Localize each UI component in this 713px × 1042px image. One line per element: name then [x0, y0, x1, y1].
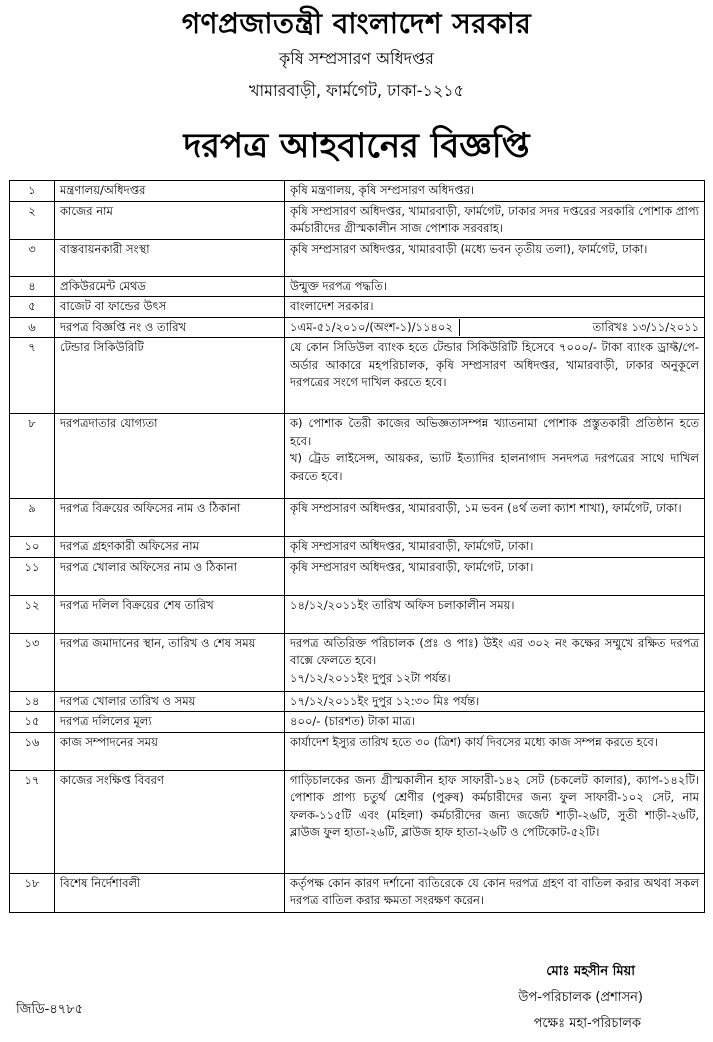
row-value: বাংলাদেশ সরকার।: [285, 297, 705, 318]
row-number: ১৮: [10, 873, 55, 912]
row-number: ৫: [10, 297, 55, 318]
row-number: ১৩: [10, 633, 55, 691]
table-row: [10, 499, 705, 537]
row-number: ৪: [10, 276, 55, 297]
table-row: [10, 732, 705, 770]
row-label: বাজেট বা ফান্ডের উৎস: [55, 297, 285, 318]
row-value: কর্তৃপক্ষ কোন কারণ দর্শানো ব্যতিরেকে যে কোন দরপত্র গ্রহণ বা বাতিল করার অথবা সকল দরপত্র বাতিল করার ক্ষমতা সংরক্ষণ করেন।: [285, 873, 705, 912]
row-number: ৯: [10, 499, 55, 537]
submission-place: দরপত্র অতিরিক্ত পরিচালক (প্রঃ ও পাঃ) উইং এর ৩০২ নং কক্ষের সম্মুখে রক্ষিত দরপত্র বাক্সে ফেলতে হবে।: [290, 635, 699, 667]
row-label: মন্ত্রণালয়/অধিদপ্তর: [55, 181, 285, 202]
row-number: ১০: [10, 537, 55, 558]
row-label: প্রকিউরমেন্ট মেথড: [55, 276, 285, 297]
row-label: বিশেষ নির্দেশাবলী: [55, 873, 285, 912]
notice-number: ১এম-৫১/২০১০/(অংশ-১)/১১৪০২: [290, 319, 460, 337]
table-row: [10, 595, 705, 633]
row-value: [285, 317, 705, 338]
row-number: ৩: [10, 239, 55, 276]
table-row: [10, 633, 705, 691]
reference-code: জিডি-৪৭৮৫: [16, 1002, 84, 1017]
row-label: কাজের সংক্ষিপ্ত বিবরণ: [55, 770, 285, 873]
table-row: [10, 691, 705, 712]
row-label: কাজ সম্পাদনের সময়: [55, 732, 285, 770]
row-value: কৃষি সম্প্রসারণ অধিদপ্তর, খামারবাড়ী (মধ্যে ভবন তৃতীয় তলা), ফার্মগেট, ঢাকা।: [285, 239, 705, 276]
row-number: ১৭: [10, 770, 55, 873]
row-label: দরপত্র বিজ্ঞপ্তি নং ও তারিখ: [55, 317, 285, 338]
row-number: ১৪: [10, 691, 55, 712]
table-row: [10, 557, 705, 595]
row-value: কৃষি সম্প্রসারণ অধিদপ্তর, খামারবাড়ী, ফার্মগেট, ঢাকা।: [285, 557, 705, 595]
row-label: দরপত্র গ্রহণকারী অফিসের নাম: [55, 537, 285, 558]
row-label: দরপত্রদাতার যোগ্যতা: [55, 414, 285, 499]
table-row: [10, 338, 705, 414]
tender-details-table: [9, 180, 705, 913]
row-label: দরপত্র খোলার তারিখ ও সময়: [55, 691, 285, 712]
table-row: [10, 873, 705, 912]
table-row: [10, 276, 705, 297]
row-label: দরপত্র দলিল বিক্রয়ের শেষ তারিখ: [55, 595, 285, 633]
table-row: [10, 239, 705, 276]
row-value: ৪০০/- (চারশত) টাকা মাত্র।: [285, 712, 705, 733]
row-label: টেন্ডার সিকিউরিটি: [55, 338, 285, 414]
row-number: ৮: [10, 414, 55, 499]
row-label: দরপত্র বিক্রয়ের অফিসের নাম ও ঠিকানা: [55, 499, 285, 537]
row-number: ৭: [10, 338, 55, 414]
department-name: কৃষি সম্প্রসারণ অধিদপ্তর: [279, 49, 434, 68]
row-label: বাস্তবায়নকারী সংস্থা: [55, 239, 285, 276]
row-number: ১: [10, 181, 55, 202]
row-label: দরপত্র জমাদানের স্থান, তারিখ ও শেষ সময়: [55, 633, 285, 691]
row-value: উন্মুক্ত দরপত্র পদ্ধতি।: [285, 276, 705, 297]
row-value: কৃষি সম্প্রসারণ অধিদপ্তর, খামারবাড়ী, ফার্মগেট, ঢাকার সদর দপ্তরের সরকারি পোশাক প্রাপ্য কর্মচারীদের গ্রীস্মকালীন সাজ পোশাক সরবরাহ।: [285, 201, 705, 239]
row-value: যে কোন সিডিউল ব্যাংক হতে টেন্ডার সিকিউরিটি হিসেবে ৭০০০/- টাকা ব্যাংক ড্রাফ্ট/পে-অর্ডার আকারে মহপরিচালক, কৃষি সম্প্রসারণ অধিদপ্তর, খামারবাড়ী, ঢাকার অনুকূলে দরপত্রের সংগে দাখিল করতে হবে।: [285, 338, 705, 414]
row-number: ২: [10, 201, 55, 239]
table-row: [10, 770, 705, 873]
row-label: কাজের নাম: [55, 201, 285, 239]
qualification-b: খ) ট্রেড লাইসেন্স, আয়কর, ভ্যাট ইত্যাদির হালনাগাদ সনদপত্র দরপত্রের সাথে দাখিল করতে হবে।: [290, 451, 699, 483]
row-value: কৃষি মন্ত্রণালয়, কৃষি সম্প্রসারণ অধিদপ্তর।: [285, 181, 705, 202]
row-value: কৃষি সম্প্রসারণ অধিদপ্তর, খামারবাড়ী, ১ম ভবন (৪র্থ তলা ক্যাশ শাখা), ফার্মগেট, ঢাকা।: [285, 499, 705, 537]
table-row: [10, 414, 705, 499]
table-row: [10, 712, 705, 733]
row-value: [285, 414, 705, 499]
row-label: দরপত্র দলিলের মূল্য: [55, 712, 285, 733]
table-row: [10, 317, 705, 338]
row-number: ১২: [10, 595, 55, 633]
row-value: গাড়িচালকের জন্য গ্রীস্মকালীন হাফ সাফারী-১৪২ সেট (চকলেট কালার), ক্যাপ-১৪২টি। পোশাক প্রাপ্য চতুর্থ শ্রেণীর (পুরুষ) কর্মচারীদের জন্য ফুল সাফারী-১০২ সেট, নাম ফলক-১১৫টি এবং (মহিলা) কর্মচারীদের জন্য জর্জেট শাড়ী-২৬টি, সুতী শাড়ী-২৬টি, ব্লাউজ ফুল হাতা-২৬টি, ব্লাউজ হাফ হাতা-২৬টি ও পেটিকোট-৫২টি।: [285, 770, 705, 873]
qualification-a: ক) পোশাক তৈরী কাজের অভিজ্ঞতাসম্পন্ন খ্যাতনামা পোশাক প্রস্তুতকারী প্রতিষ্ঠান হতে হবে।: [290, 416, 699, 448]
signatory-name: মোঃ মহসীন মিয়া: [546, 964, 635, 979]
row-value: কৃষি সম্প্রসারণ অধিদপ্তর, খামারবাড়ী, ফার্মগেট, ঢাকা।: [285, 537, 705, 558]
row-number: ৬: [10, 317, 55, 338]
row-value: [285, 633, 705, 691]
signatory-designation: উপ-পরিচালক (প্রশাসন): [518, 990, 643, 1005]
table-row: [10, 537, 705, 558]
department-address: খামারবাড়ী, ফার্মগেট, ঢাকা-১২১৫: [248, 81, 465, 100]
row-value: কার্যাদেশ ইস্যুর তারিখ হতে ৩০ (ত্রিশ) কার্য দিবসের মধ্যে কাজ সম্পন্ন করতে হবে।: [285, 732, 705, 770]
table-row: [10, 181, 705, 202]
row-label: দরপত্র খোলার অফিসের নাম ও ঠিকানা: [55, 557, 285, 595]
row-number: ১৬: [10, 732, 55, 770]
table-row: [10, 297, 705, 318]
notice-title: দরপত্র আহবানের বিজ্ঞপ্তি: [183, 126, 530, 166]
row-number: ১৫: [10, 712, 55, 733]
row-number: ১১: [10, 557, 55, 595]
row-value: ১৭/১২/২০১১ইং দুপুর ১২:৩০ মিঃ পর্যন্ত।: [285, 691, 705, 712]
signatory-on-behalf: পক্ষেঃ মহা-পরিচালক: [533, 1016, 641, 1031]
row-value: ১৪/১২/২০১১ইং তারিখ অফিস চলাকালীন সময়।: [285, 595, 705, 633]
table-row: [10, 201, 705, 239]
government-title: গণপ্রজাতন্ত্রী বাংলাদেশ সরকার: [181, 7, 532, 40]
submission-deadline: ১৭/১২/২০১১ইং দুপুর ১২টা পর্যন্ত।: [290, 670, 451, 685]
notice-date: তারিখঃ ১৩/১১/২০১১: [592, 319, 699, 334]
